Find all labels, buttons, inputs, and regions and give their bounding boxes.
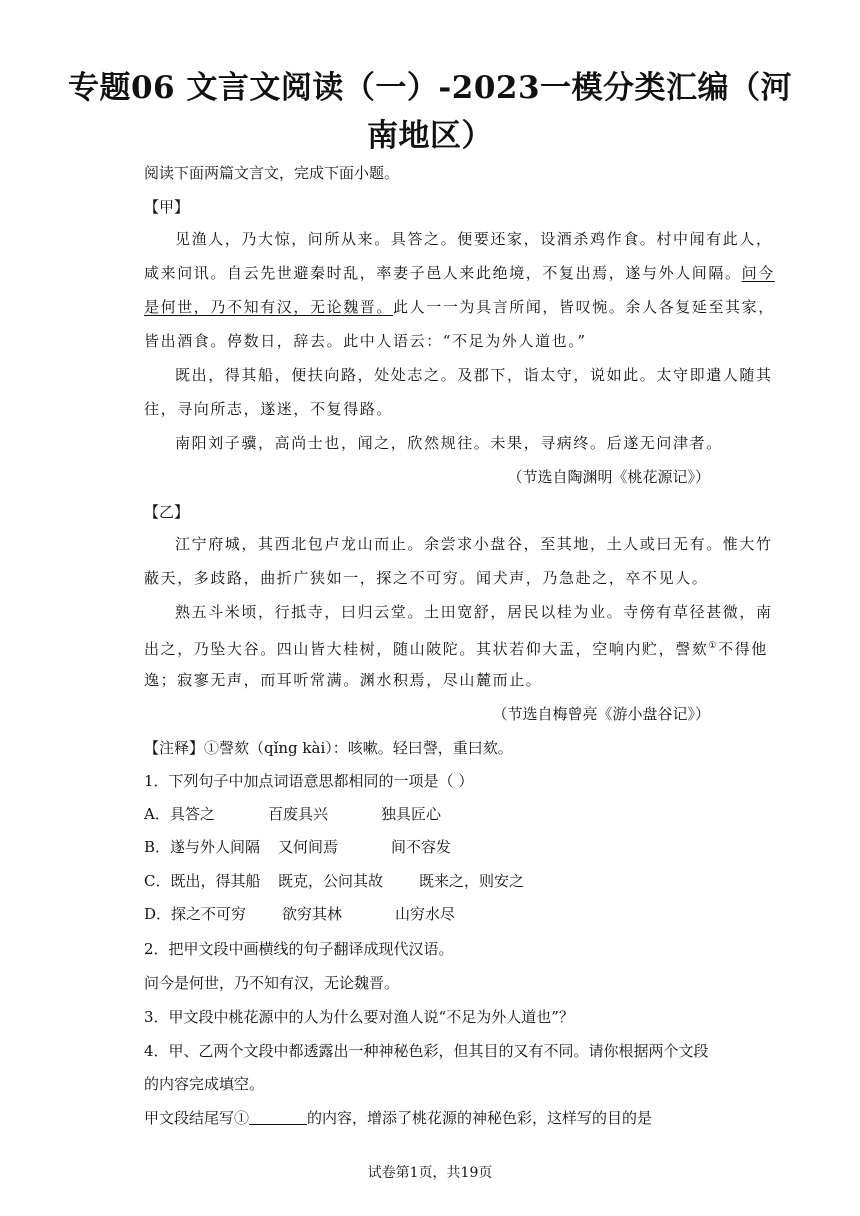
jia-source: （节选自陶渊明《桃花源记》）: [507, 468, 710, 486]
underlined-sentence-part2: 是何世，乃不知有汉，无论魏晋。: [144, 298, 394, 316]
option-phrase-3: 山穷水尽: [395, 905, 456, 923]
title-line-1: 专题06 文言文阅读（一）-2023一模分类汇编（河: [67, 70, 793, 106]
yi-p1-line1: 江宁府城，其西北包卢龙山而止。余尝求小盘谷，至其地，土人或曰无有。惟大竹: [175, 535, 773, 553]
question-1-stem: 1．下列句子中加点词语意思都相同的一项是（ ）: [144, 772, 474, 790]
option-phrase-3: 既来之，则安之: [419, 872, 525, 890]
fill-text-a: 甲文段结尾写①: [144, 1109, 250, 1127]
section-yi-label: 【乙】: [144, 503, 190, 521]
jia-p1-line4: 皆出酒食。停数日，辞去。此中人语云：“不足为外人道也。”: [144, 332, 587, 350]
question-1-option-d: [144, 904, 456, 924]
option-phrase-3: 间不容发: [391, 838, 452, 856]
question-2-stem: 2．把甲文段中画横线的句子翻译成现代汉语。: [144, 940, 454, 958]
question-1-option-b: [144, 837, 452, 857]
question-4-fill: [144, 1108, 652, 1128]
yi-p2-line3: 逸；寂寥无声，而耳听常满。渊水积焉，尽山麓而止。: [144, 671, 543, 689]
question-2-sentence: 问今是何世，乃不知有汉，无论魏晋。: [144, 974, 400, 992]
question-4-stem-line1: 4．甲、乙两个文段中都透露出一种神秘色彩，但其目的又有不同。请你根据两个文段: [144, 1042, 709, 1060]
underlined-sentence-part1: 问今: [741, 264, 775, 282]
jia-p2-line1: 既出，得其船，便扶向路，处处志之。及郡下，诣太守，说如此。太守即遣人随其: [175, 366, 773, 384]
annotation-note: 【注释】①謦欬（qǐng kài）：咳嗽。轻曰謦，重曰欬。: [144, 739, 513, 757]
answer-blank[interactable]: [249, 1109, 307, 1125]
option-phrase-2: 欲穷其林: [282, 905, 343, 923]
option-letter: B．: [144, 838, 171, 856]
option-phrase-2: 既克，公问其故: [278, 872, 384, 890]
yi-p2-line1: 熟五斗米顷，行抵寺，曰归云堂。土田宽舒，居民以桂为业。寺傍有草径甚微，南: [175, 603, 773, 621]
title-line-2: 南地区）: [367, 118, 493, 154]
document-title: [60, 64, 800, 160]
option-letter: C．: [144, 872, 171, 890]
option-phrase-1: 遂与外人间隔: [170, 838, 261, 856]
option-phrase-2: 百废具兴: [268, 805, 329, 823]
jia-p1-line3-text: 此人一一为具言所闻，皆叹惋。余人各复延至其家，: [393, 298, 775, 316]
jia-p1-line2-text: 咸来问讯。自云先世避秦时乱，率妻子邑人来此绝境，不复出焉，遂与外人间隔。: [144, 264, 742, 282]
yi-source: （节选自梅曾亮《游小盘谷记》）: [492, 705, 710, 723]
option-phrase-1: 探之不可穷: [171, 905, 247, 923]
option-letter: D．: [144, 905, 172, 923]
jia-p1-line1: 见渔人，乃大惊，问所从来。具答之。便要还家，设酒杀鸡作食。村中闻有此人，: [175, 230, 773, 248]
jia-p2-line2: 往，寻向所志，遂迷，不复得路。: [144, 400, 394, 418]
question-1-option-a: [144, 804, 442, 824]
footnote-marker: ①: [708, 641, 719, 651]
yi-p2-line2-text-a: 出之，乃坠大谷。四山皆大桂树，随山陂陀。其状若仰大盂，空响内贮，謦欬: [144, 640, 709, 658]
option-phrase-2: 又何间焉: [278, 838, 339, 856]
option-phrase-3: 独具匠心: [381, 805, 442, 823]
question-4-stem-line2: 的内容完成填空。: [144, 1075, 265, 1093]
page-footer: 试卷第1页，共19页: [367, 1165, 493, 1181]
section-jia-label: 【甲】: [144, 198, 190, 216]
option-phrase-1: 具答之: [169, 805, 215, 823]
question-3-stem: 3．甲文段中桃花源中的人为什么要对渔人说“不足为外人道也”？: [144, 1008, 574, 1026]
yi-p2-line2-text-b: 不得他: [718, 640, 768, 658]
question-1-option-c: [144, 871, 525, 891]
option-letter: A．: [144, 805, 170, 823]
fill-text-b: 的内容，增添了桃花源的神秘色彩，这样写的目的是: [307, 1109, 653, 1127]
jia-p1-line3: [144, 297, 775, 317]
instruction: 阅读下面两篇文言文，完成下面小题。: [144, 164, 400, 182]
yi-p1-line2: 蔽天，多歧路，曲折广狭如一，探之不可穷。闻犬声，乃急赴之，卒不见人。: [144, 569, 709, 587]
jia-p3: 南阳刘子骥，高尚士也，闻之，欣然规往。未果，寻病终。后遂无问津者。: [175, 434, 723, 452]
jia-p1-line2: [144, 263, 775, 283]
yi-p2-line2: [144, 636, 768, 659]
option-phrase-1: 既出，得其船: [170, 872, 261, 890]
